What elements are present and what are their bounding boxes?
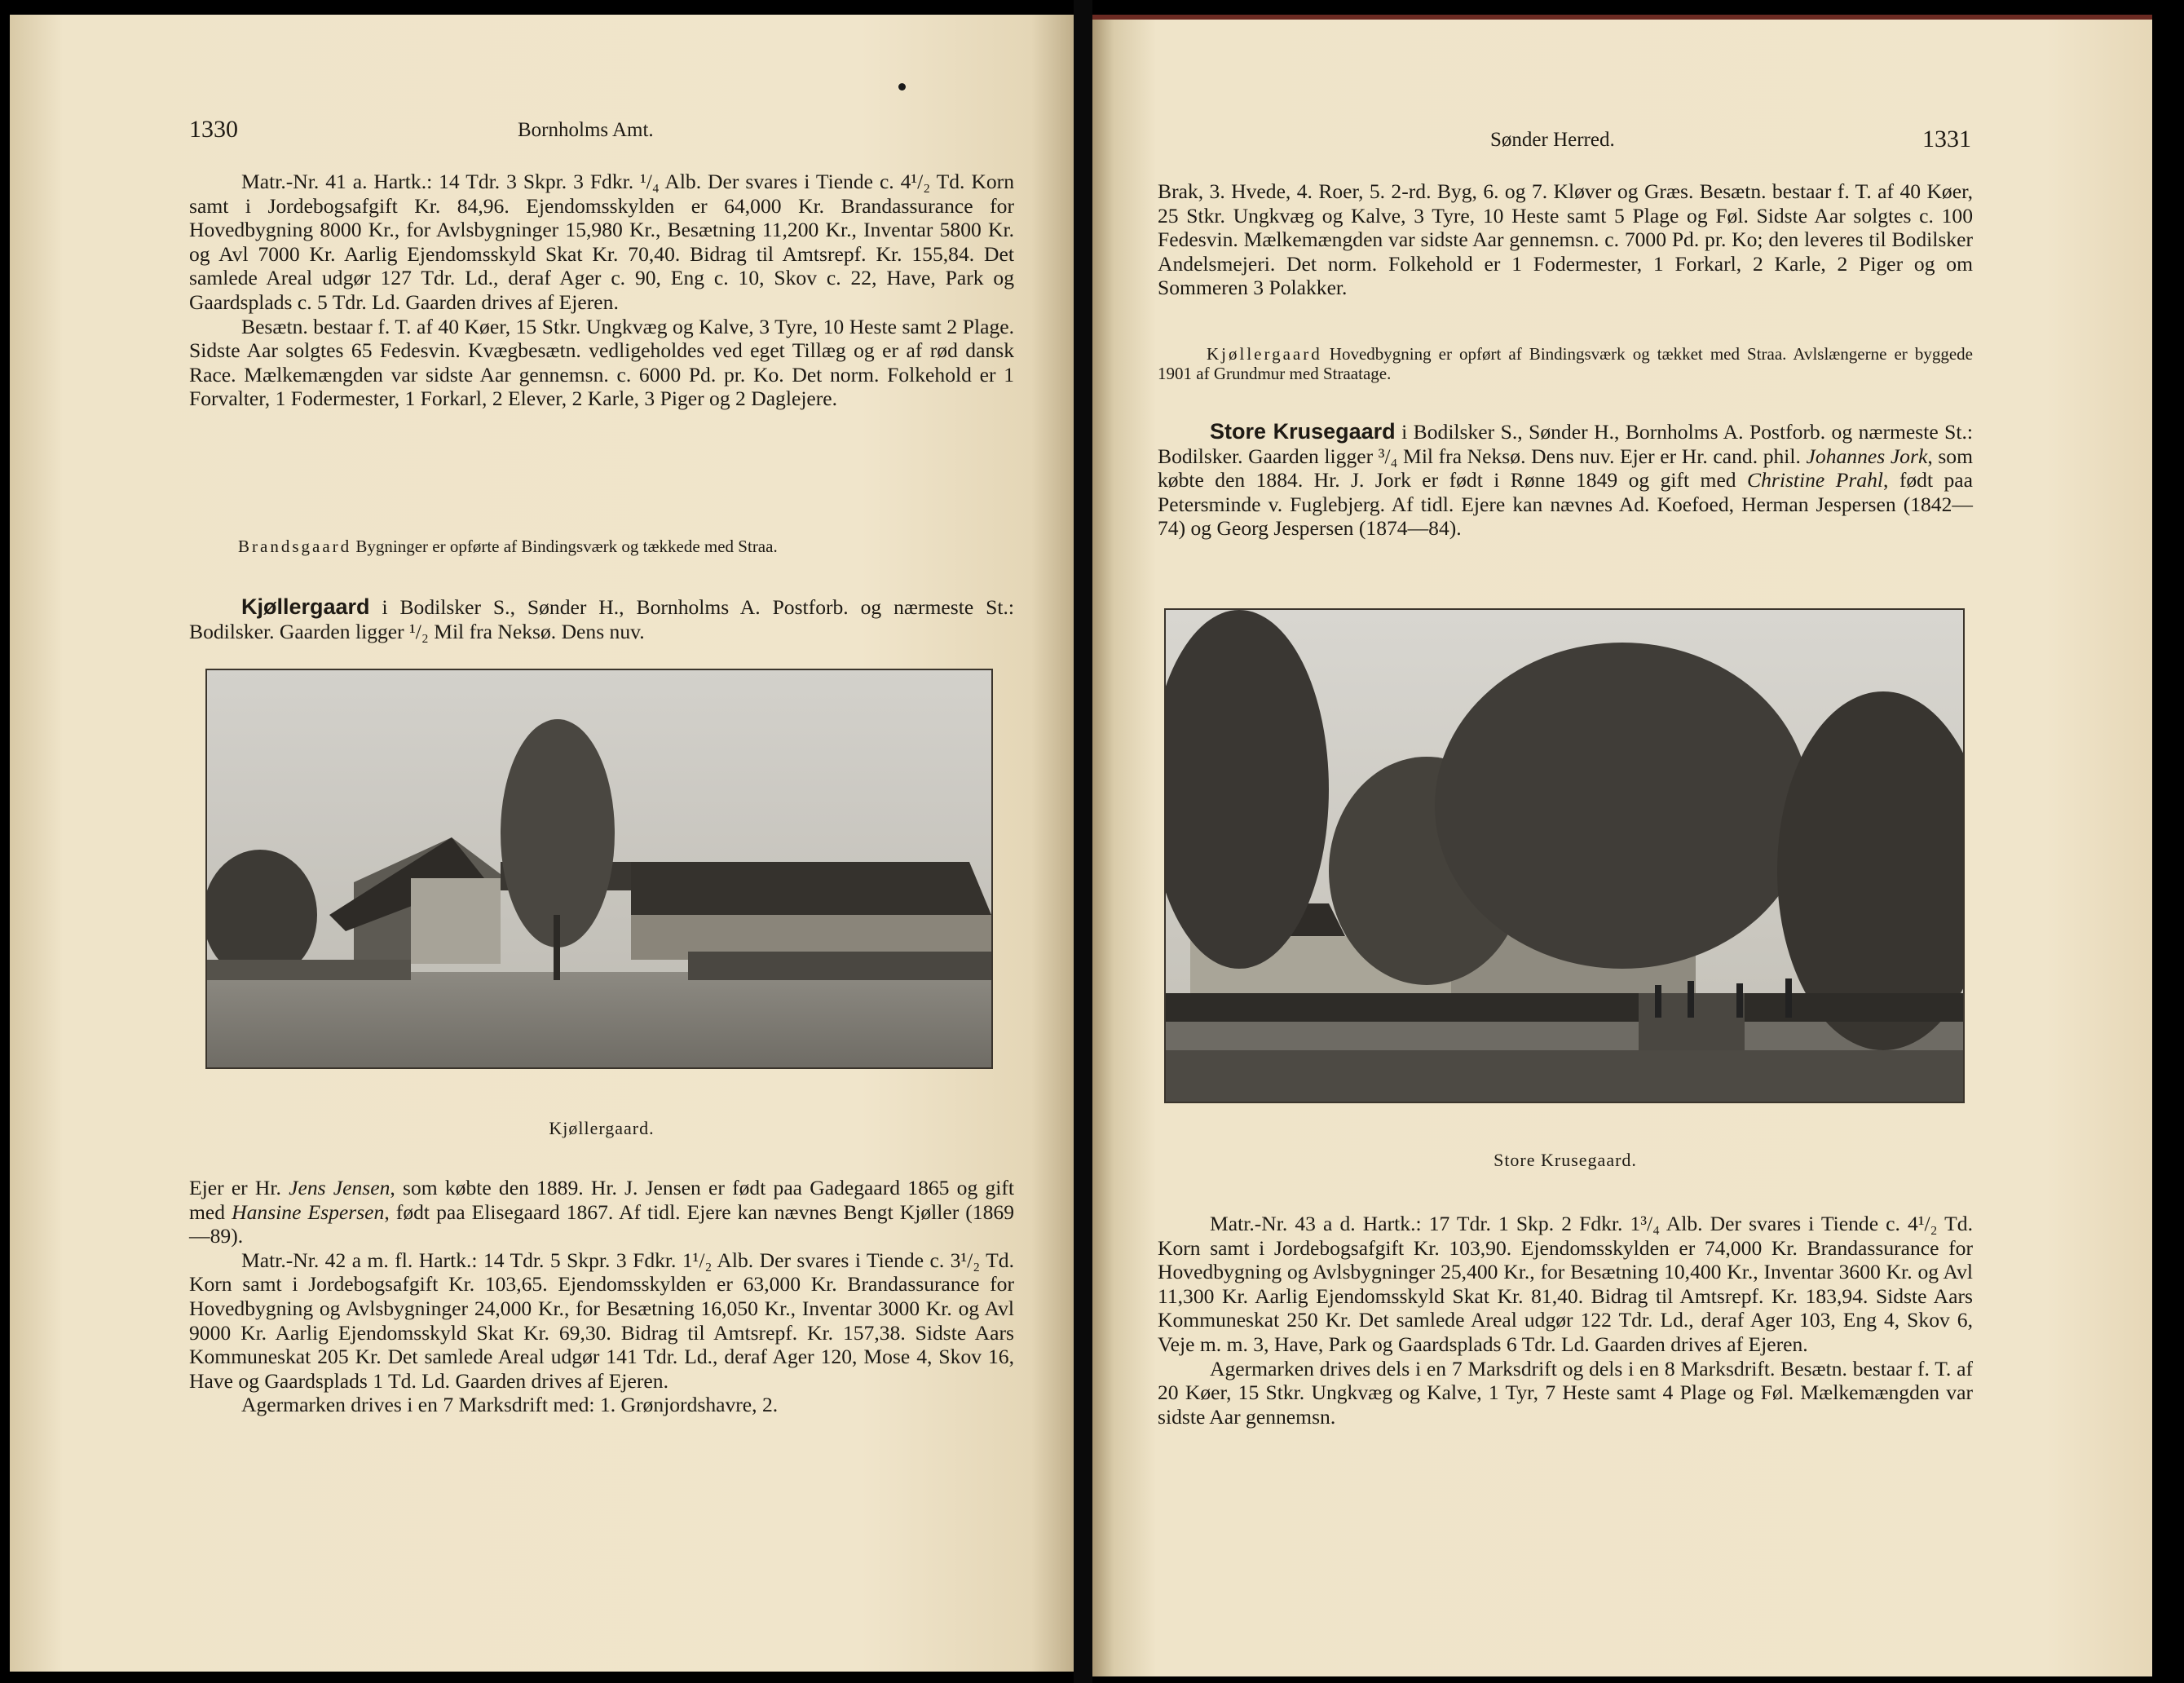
owner-name: Johannes Jork [1806,444,1928,468]
building-note [1158,344,1973,383]
ink-spot [898,83,906,91]
photo-caption: Kjøllergaard. [549,1118,655,1138]
owner-name: Jens Jensen [289,1176,390,1199]
owner-text: , som købte den 1889. Hr. J. Jensen er født paa Gadegaard 1865 og gift med [189,1176,1014,1224]
note-text: Hovedbygning er opført af Bindingsværk og tækket med Straa. Avlslængerne er byggede 1901 af Grundmur med Straatage. [1158,344,1973,383]
farm-photo [1164,608,1965,1103]
farm-entry-heading [1158,420,1973,541]
paragraph: Matr.-Nr. 43 a d. Hartk.: 17 Tdr. 1 Skp. 2 Fdkr. 1³/₄ Alb. Der svares i Tiende c. 4¹/₂ Td. Korn samt i Jordebogsafgift Kr. 103,90. Ejendomsskylden er 74,000 Kr. Brandassurance for Hovedbygning og Avlsbygninger 25,400 Kr., for Besætning 10,400 Kr., Inventar 3600 Kr. og Avl 11,300 Kr. Aarlig Ejendomsskyld Skat Kr. 81,40. Bidrag til Amtsrepf. Kr. 183,94. Sidste Aars Kommuneskat 250 Kr. Det samlede Areal udgør 122 Tdr. Ld., deraf Ager 103, Eng 4, Skov 6, Veje m. m. 3, Have, Park og Gaardsplads 6 Tdr. Ld. Gaarden drives af Ejeren. [1158,1212,1973,1356]
paragraph: Matr.-Nr. 41 a. Hartk.: 14 Tdr. 3 Skpr. 3 Fdkr. ¹/₄ Alb. Der svares i Tiende c. 4¹/₂ Td. Korn samt i Jordebogsafgift Kr. 84,96. Ejendomsskylden er 64,000 Kr. Brandassurance for Hovedbygning 8000 Kr., for Avlsbygninger 15,980 Kr., Besætning 11,200 Kr., Inventar 5800 Kr. og Avl 7000 Kr. Aarlig Ejendomsskyld Skat Kr. 70,40. Bidrag til Amtsrepf. Kr. 155,84. Det samlede Areal udgør 127 Tdr. Ld., deraf Ager c. 90, Eng c. 10, Skov c. 22, Have, Park og Gaardsplads c. 5 Tdr. Ld. Gaarden drives af Ejeren. [189,170,1014,314]
text-block-top [189,170,1014,411]
paragraph: Agermarken drives i en 7 Marksdrift med: 1. Grønjordshavre, 2. [241,1393,779,1417]
paragraph: Besætn. bestaar f. T. af 40 Køer, 15 Stkr. Ungkvæg og Kalve, 3 Tyre, 10 Heste samt 2 Plage. Sidste Aar solgtes 65 Fedesvin. Kvægbesætn. vedligeholdes ved eget Tillæg og er af rød dansk Race. Mælkemængden var sidste Aar gennemsn. c. 6000 Pd. pr. Ko. Det norm. Folkehold er 1 Forvalter, 1 Fodermester, 1 Forkarl, 2 Elever, 2 Karle, 3 Piger og 2 Daglejere. [189,314,1014,411]
text-block-top [1158,179,1973,300]
entry-text: i Bodilsker S., Sønder H., Bornholms A. Postforb. og nærmeste St.: Bodilsker. Gaarden ligger ³/₄ Mil fra Neksø. Dens nuv. Ejer er Hr. cand. phil. [1158,420,1973,468]
owner-text: Ejer er Hr. [189,1176,289,1199]
paragraph: Agermarken drives dels i en 7 Marksdrift og dels i en 8 Marksdrift. Besætn. bestaar f. T. af 20 Køer, 15 Stkr. Ungkvæg og Kalve, 1 Tyr, 7 Heste samt 4 Plage og Føl. Mælkemængden var sidste Aar gennemsn. [1158,1356,1973,1429]
entry-text: i Bodilsker S., Sønder H., Bornholms A. Postforb. og nærmeste St.: Bodilsker. Gaarden ligger ¹/₂ Mil fra Neksø. Dens nuv. [189,595,1014,643]
running-head: Sønder Herred. [1490,129,1615,151]
owner-text: , født paa Elisegaard 1867. Af tidl. Ejere kan nævnes Bengt Kjøller (1869—89). [189,1199,1015,1248]
wife-name: Hansine Espersen [232,1199,385,1224]
text-block-bottom [189,1176,1014,1417]
text-block-bottom [1158,1212,1973,1429]
farm-entry-heading [189,595,1014,643]
book-spine [1074,0,1092,1683]
building-note [189,537,1014,556]
note-farm-name: Brandsgaard [238,537,352,556]
photo-caption: Store Krusegaard. [1494,1150,1637,1170]
running-head: Bornholms Amt. [518,119,654,141]
farm-photo [205,669,993,1069]
paragraph: Brak, 3. Hvede, 4. Roer, 5. 2-rd. Byg, 6. og 7. Kløver og Græs. Besætn. bestaar f. T. af 40 Køer, 25 Stkr. Ungkvæg og Kalve, 3 Tyre, 10 Heste samt 5 Plage og Føl. Sidste Aar solgtes c. 100 Fedesvin. Mælkemængden var sidste Aar gennemsn. c. 7000 Pd. pr. Ko; den leveres til Bodilsker Andelsmejeri. Det norm. Folkehold er 1 Fodermester, 1 Forkarl, 2 Karle, 2 Piger og om Sommeren 3 Polakker. [1158,179,1973,300]
farm-photo-drawing [207,670,991,1067]
right-page [1092,15,2152,1676]
entry-text: , født paa Petersminde v. Fuglebjerg. Af tidl. Ejere kan nævnes Ad. Koefoed, Herman Jespersen (1842—74) og Georg Jespersen (1874—84). [1158,468,1973,541]
left-page [10,15,1074,1672]
farm-name: Kjøllergaard [241,594,370,619]
page-number: 1330 [189,116,238,143]
note-farm-name: Kjøllergaard [1207,344,1322,364]
farm-name: Store Krusegaard [1210,419,1396,444]
wife-name: Christine Prahl [1747,468,1884,493]
page-number: 1331 [1922,126,1971,152]
farm-photo-drawing [1166,610,1963,1102]
paragraph: Matr.-Nr. 42 a m. fl. Hartk.: 14 Tdr. 5 Skpr. 3 Fdkr. 1¹/₂ Alb. Der svares i Tiende c. 3¹/₂ Td. Korn samt i Jordebogsafgift Kr. 103,65. Ejendomsskylden er 63,000 Kr. Brandassurance for Hovedbygning og Avlsbygninger 24,000 Kr., for Besætning 16,050 Kr., Inventar 3000 Kr. og Avl 9000 Kr. Aarlig Ejendomsskyld Skat Kr. 69,30. Bidrag til Amtsrepf. Kr. 157,38. Sidste Aars Kommuneskat 205 Kr. Det samlede Areal udgør 141 Tdr. Ld., deraf Ager 120, Mose 4, Skov 16, Have og Gaardsplads 1 Td. Ld. Gaarden drives af Ejeren. [189,1248,1014,1393]
entry-text: , som købte den 1884. Hr. J. Jork er født i Rønne 1849 og gift med [1158,444,1973,493]
note-text: Bygninger er opførte af Bindingsværk og tækkede med Straa. [351,537,778,556]
